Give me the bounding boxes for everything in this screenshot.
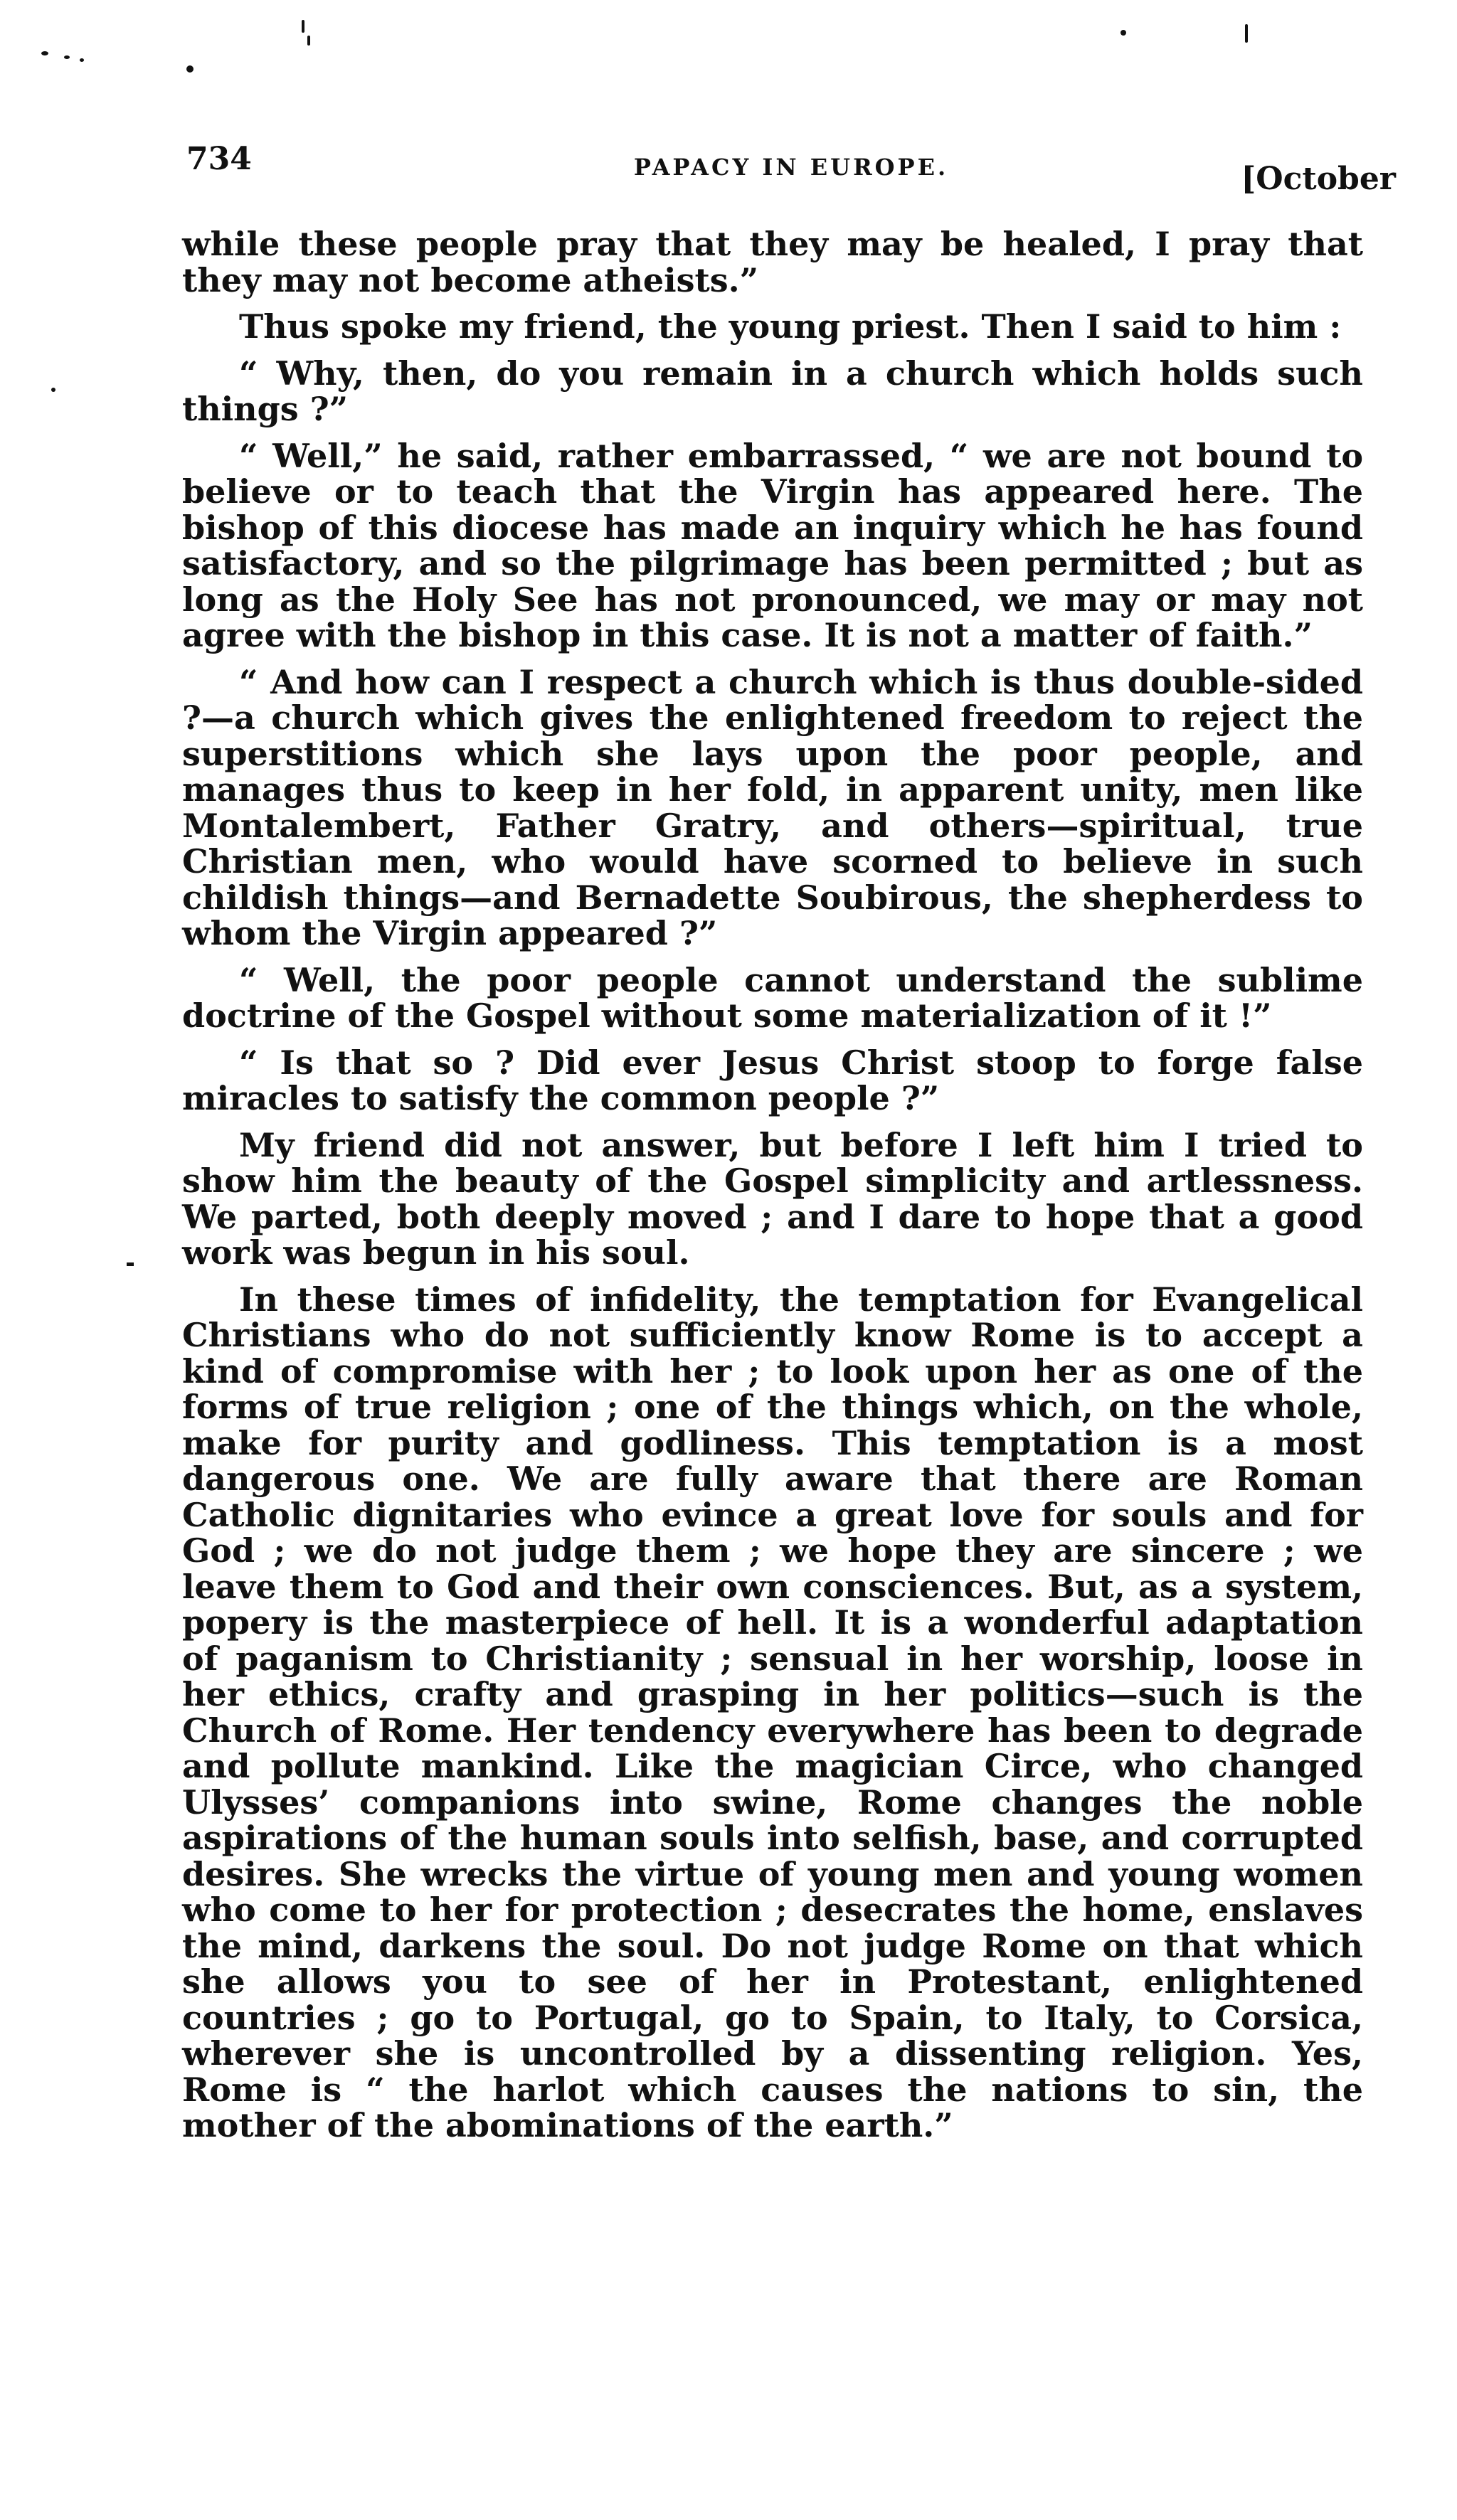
scan-speck bbox=[1120, 30, 1126, 36]
paragraph: “ Well,” he said, rather embarrassed, “ we are not bound to believe or to teach that the Virgin has appeared here. The bishop of this diocese has made an inquiry which he has found satisfactory, and so the pilgrimage has been permitted ; but as long as the Holy See has not pronounced, we may or may not agree with the bishop in this case. It is not a matter of faith.” bbox=[182, 436, 1363, 654]
article-body bbox=[182, 226, 1363, 2154]
scan-speck bbox=[186, 65, 194, 73]
scan-speck bbox=[51, 388, 55, 392]
paragraph: My friend did not answer, but before I left him I tried to show him the beauty of the Gospel simplicity and artlessness. We parted, both deeply moved ; and I dare to hope that a good work was begun in his soul. bbox=[182, 1125, 1363, 1272]
paragraph: “ Why, then, do you remain in a church which holds such things ?” bbox=[182, 353, 1363, 428]
paragraph: Thus spoke my friend, the young priest. Then I said to him : bbox=[239, 307, 1342, 346]
margin-mark bbox=[127, 1262, 134, 1266]
scan-speck bbox=[41, 51, 48, 55]
paragraph: In these times of infidelity, the temptation for Evangelical Christians who do not sufficiently know Rome is to accept a kind of compromise with her ; to look upon her as one of the forms of true religion ; one of the things which, on the whole, make for purity and godliness. This temptation is a most dangerous one. We are fully aware that there are Roman Catholic dignitaries who evince a great love for souls and for God ; we do not judge them ; we hope they are sincere ; we leave them to God and their own consciences. But, as a system, popery is the masterpiece of hell. It is a wonderful adaptation of paganism to Christianity ; sensual in her worship, loose in her ethics, crafty and grasping in her politics—such is the Church of Rome. Her tendency everywhere has been to degrade and pollute mankind. Like the magician Circe, who changed Ulysses’ companions into swine, Rome changes the noble aspirations of the human souls into selfish, base, and corrupted desires. She wrecks the virtue of young men and young women who come to her for protection ; desecrates the home, enslaves the mind, darkens the soul. Do not judge Rome on that which she allows you to see of her in Protestant, enlightened countries ; go to Portugal, go to Spain, to Italy, to Corsica, wherever she is uncontrolled by a dissenting religion. Yes, Rome is “ the harlot which causes the nations to sin, the mother of the abominations of the earth.” bbox=[182, 1280, 1363, 2144]
paragraph: “ Is that so ? Did ever Jesus Christ stoop to forge false miracles to satisfy the common people ?” bbox=[182, 1043, 1363, 1117]
scan-speck bbox=[302, 20, 304, 33]
scan-speck bbox=[80, 58, 84, 62]
scan-speck bbox=[64, 55, 70, 59]
page-number: 734 bbox=[186, 141, 252, 177]
paragraph: “ Well, the poor people cannot understand the sublime doctrine of the Gospel without some materialization of it !” bbox=[182, 960, 1363, 1035]
page-header bbox=[186, 141, 1396, 198]
paragraph: while these people pray that they may be healed, I pray that they may not become atheists.” bbox=[182, 225, 1363, 299]
running-title: PAPACY IN EUROPE. bbox=[633, 154, 949, 181]
running-date: [October bbox=[1241, 161, 1396, 197]
scan-speck bbox=[307, 36, 310, 46]
paragraph: “ And how can I respect a church which is thus double-sided ?—a church which gives the enlightened freedom to reject the superstitions which she lays upon the poor people, and manages thus to keep in her fold, in apparent unity, men like Montalembert, Father Gratry, and others—spiritual, true Christian men, who would have scorned to believe in such childish things—and Bernadette Soubirous, the shepherdess to whom the Virgin appeared ?” bbox=[182, 662, 1363, 952]
scan-speck bbox=[1245, 24, 1248, 43]
